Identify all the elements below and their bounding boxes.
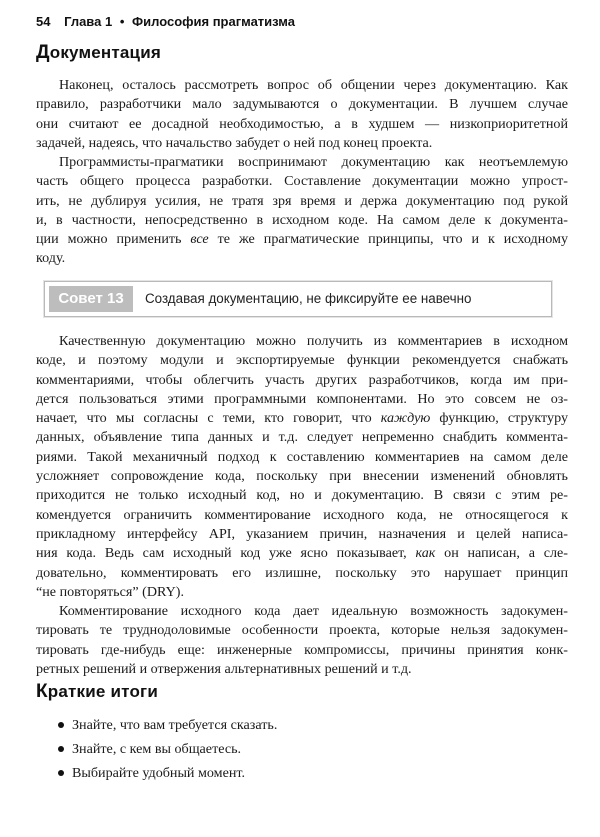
text-line: Программисты-прагматики воспринимают документацию как неотъемлемую <box>59 154 568 170</box>
text-line: дется пользоваться этими программными компонентами. Но это совсем не оз- <box>36 390 568 407</box>
text-line: они считают ее досадной необходимостью, а в худшем — низкоприоритетной <box>36 115 568 132</box>
text-line: начает, что мы согласны с теми, кто говорит, что каждую функцию, структуру <box>36 410 568 427</box>
paragraph-comments <box>36 332 568 602</box>
text-line: риями. Такой механичный подход к составлению комментариев на самом деле <box>36 448 568 465</box>
text-line: и, в частности, непосредственно в исходном коде. На самом деле к документа- <box>36 211 568 228</box>
text-line: ить, не дублируя усилия, не тратя зря время и держа документацию под рукой <box>36 192 568 209</box>
text-line: часть общего процесса разработки. Составление документации можно упрост- <box>36 173 568 190</box>
text-line: коде, и поэтому модули и экспортируемые функции рекомендуется снабжать <box>36 352 568 369</box>
text-line: Наконец, осталось рассмотреть вопрос об общении через документацию. Как <box>59 77 568 93</box>
list-item: Знайте, что вам требуется сказать. <box>58 713 277 737</box>
bullet-icon <box>58 722 64 728</box>
summary-list <box>58 713 277 785</box>
text-line: приходится не только исходный код, но и документацию. В связи с этим ре- <box>36 487 568 504</box>
text-line: тировать те труднодоловимые особенности проекта, которые нельзя задокумен- <box>36 622 568 639</box>
emphasis-word: каждую <box>380 410 431 427</box>
bullet-icon <box>58 770 64 776</box>
text-line: комментариями, чтобы облегчить участь других разработчиков, когда им при- <box>36 371 568 388</box>
text-line: “не повторяться” (DRY). <box>36 583 185 600</box>
paragraph-intro <box>36 76 568 153</box>
paragraph-pragmatists <box>36 153 568 269</box>
text-line: коду. <box>36 250 66 267</box>
text-line: прикладному интерфейсу API, указанием причин, назначения и целей написа- <box>36 525 568 542</box>
header-separator: • <box>119 14 125 29</box>
section-heading-summary: Краткие итоги <box>36 681 158 702</box>
text-line: довательно, комментировать его излишне, поскольку это нарушает принцип <box>36 564 568 581</box>
text-line: ции можно применить все те же прагматические принципы, что и к исходному <box>36 231 568 248</box>
text-line: данных, объявление типа данных и т.д. следует непременно снабдить коммента- <box>36 429 568 446</box>
list-item: Выбирайте удобный момент. <box>58 761 277 785</box>
page-number: 54 <box>36 14 51 29</box>
chapter-title: Философия прагматизма <box>132 14 295 29</box>
text-line: правило, разработчики мало задумываются о документации. В лучшем случае <box>36 96 568 113</box>
bullet-icon <box>58 746 64 752</box>
text-line: усложняет сопровождение кода, поскольку при внесении изменений обновлять <box>36 468 568 485</box>
list-item: Знайте, с кем вы общаетесь. <box>58 737 277 761</box>
chapter-label: Глава 1 <box>64 14 113 29</box>
tip-label: Совет 13 <box>49 286 133 312</box>
emphasis-word: как <box>415 545 436 562</box>
text-line: ретных решений и отвержения альтернативных решений и т.д. <box>36 660 412 677</box>
text-line: задачей, надеясь, что начальство забудет о ней под конец проекта. <box>36 134 433 151</box>
text-line: ния кода. Ведь сам исходный код уже ясно показывает, как он написан, а сле- <box>36 545 568 562</box>
text-line: комендуется ограничить комментирование исходного кода, не относящегося к <box>36 506 568 523</box>
text-line: Качественную документацию можно получить из комментариев в исходном <box>59 333 568 349</box>
emphasis-word: все <box>190 231 209 248</box>
tip-text: Создавая документацию, не фиксируйте ее навечно <box>145 291 472 306</box>
running-header <box>36 14 295 29</box>
tip-callout <box>44 281 552 317</box>
text-line: Комментирование исходного кода дает идеальную возможность задокумен- <box>59 603 568 619</box>
paragraph-tradeoffs <box>36 602 568 679</box>
section-heading-documentation: Документация <box>36 42 161 63</box>
text-line: тировать где-нибудь еще: инженерные компромиссы, причины принятия конк- <box>36 641 568 658</box>
